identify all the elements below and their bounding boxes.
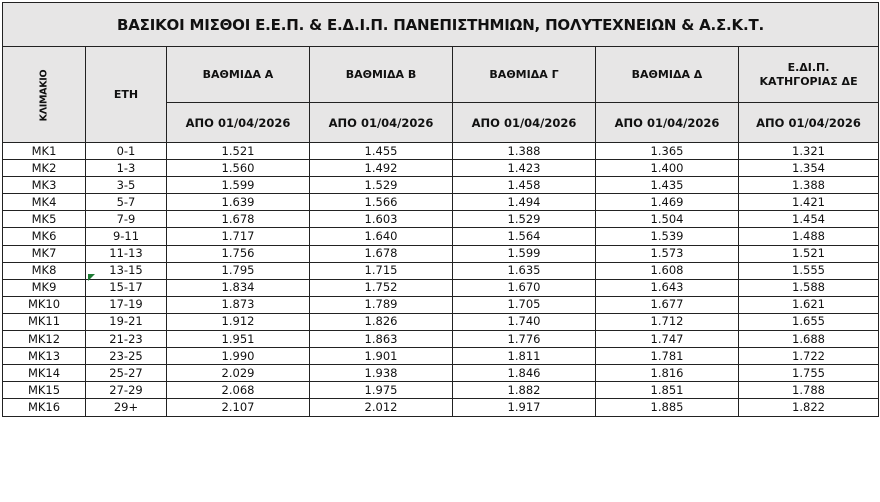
table-row — [3, 194, 879, 211]
cell-vathmida-d[interactable]: 1.781 — [596, 348, 739, 365]
header-vathmida-g[interactable]: ΒΑΘΜΙΔΑ Γ — [453, 47, 596, 103]
header-klimakio[interactable] — [3, 47, 86, 143]
header-date-de[interactable]: ΑΠΟ 01/04/2026 — [739, 103, 879, 143]
cell-edip-de[interactable]: 1.321 — [739, 143, 879, 160]
cell-vathmida-a[interactable]: 1.639 — [167, 194, 310, 211]
cell-edip-de[interactable]: 1.621 — [739, 296, 879, 313]
header-date-g[interactable]: ΑΠΟ 01/04/2026 — [453, 103, 596, 143]
table-row — [3, 296, 879, 313]
cell-klimakio[interactable]: ΜΚ12 — [3, 331, 86, 348]
cell-eti[interactable]: 1-3 — [86, 160, 167, 177]
cell-vathmida-d[interactable]: 1.504 — [596, 211, 739, 228]
cell-vathmida-b[interactable]: 1.789 — [310, 296, 453, 313]
header-klimakio-label: ΚΛΙΜΑΚΙΟ — [38, 69, 50, 122]
cell-klimakio[interactable]: ΜΚ13 — [3, 348, 86, 365]
cell-vathmida-b[interactable]: 1.492 — [310, 160, 453, 177]
header-eti[interactable]: ΕΤΗ — [86, 47, 167, 143]
table-row — [3, 245, 879, 262]
cell-eti[interactable]: 3-5 — [86, 177, 167, 194]
cell-vathmida-a[interactable]: 2.107 — [167, 399, 310, 416]
cell-klimakio[interactable]: ΜΚ10 — [3, 296, 86, 313]
header-vathmida-b[interactable]: ΒΑΘΜΙΔΑ Β — [310, 47, 453, 103]
cell-vathmida-a[interactable]: 1.560 — [167, 160, 310, 177]
cell-vathmida-a[interactable]: 1.521 — [167, 143, 310, 160]
cell-vathmida-b[interactable]: 1.863 — [310, 331, 453, 348]
cell-vathmida-g[interactable]: 1.564 — [453, 228, 596, 245]
cell-klimakio[interactable]: ΜΚ1 — [3, 143, 86, 160]
cell-vathmida-b[interactable]: 1.715 — [310, 262, 453, 279]
cell-klimakio[interactable]: ΜΚ15 — [3, 382, 86, 399]
cell-eti[interactable]: 29+ — [86, 399, 167, 416]
cell-vathmida-d[interactable]: 1.885 — [596, 399, 739, 416]
cell-vathmida-g[interactable]: 1.882 — [453, 382, 596, 399]
cell-vathmida-d[interactable]: 1.747 — [596, 331, 739, 348]
cell-eti[interactable]: 13-15 — [86, 262, 167, 279]
cell-vathmida-g[interactable]: 1.529 — [453, 211, 596, 228]
cell-vathmida-g[interactable]: 1.705 — [453, 296, 596, 313]
table-row — [3, 399, 879, 416]
cell-edip-de[interactable]: 1.588 — [739, 279, 879, 296]
table-body — [3, 143, 879, 417]
cell-vathmida-b[interactable]: 1.752 — [310, 279, 453, 296]
table-row — [3, 348, 879, 365]
cell-eti[interactable]: 5-7 — [86, 194, 167, 211]
cell-edip-de[interactable]: 1.421 — [739, 194, 879, 211]
cell-vathmida-d[interactable]: 1.435 — [596, 177, 739, 194]
cell-klimakio[interactable]: ΜΚ9 — [3, 279, 86, 296]
cell-eti[interactable]: 7-9 — [86, 211, 167, 228]
salary-sheet — [2, 2, 878, 498]
cell-vathmida-b[interactable]: 1.938 — [310, 365, 453, 382]
cell-vathmida-a[interactable]: 2.068 — [167, 382, 310, 399]
cell-vathmida-a[interactable]: 1.795 — [167, 262, 310, 279]
cell-vathmida-a[interactable]: 1.756 — [167, 245, 310, 262]
cell-eti[interactable]: 9-11 — [86, 228, 167, 245]
cell-edip-de[interactable]: 1.655 — [739, 313, 879, 330]
cell-edip-de[interactable]: 1.788 — [739, 382, 879, 399]
table-row — [3, 331, 879, 348]
header-date-a[interactable]: ΑΠΟ 01/04/2026 — [167, 103, 310, 143]
cell-edip-de[interactable]: 1.488 — [739, 228, 879, 245]
cell-klimakio[interactable]: ΜΚ2 — [3, 160, 86, 177]
cell-vathmida-d[interactable]: 1.816 — [596, 365, 739, 382]
cell-vathmida-a[interactable]: 1.599 — [167, 177, 310, 194]
cell-edip-de[interactable]: 1.688 — [739, 331, 879, 348]
table-row — [3, 228, 879, 245]
table-row — [3, 177, 879, 194]
table-row — [3, 211, 879, 228]
cell-eti[interactable]: 15-17 — [86, 279, 167, 296]
cell-vathmida-d[interactable]: 1.400 — [596, 160, 739, 177]
cell-edip-de[interactable]: 1.354 — [739, 160, 879, 177]
cell-eti[interactable]: 21-23 — [86, 331, 167, 348]
cell-eti[interactable]: 0-1 — [86, 143, 167, 160]
cell-eti[interactable]: 25-27 — [86, 365, 167, 382]
header-date-b[interactable]: ΑΠΟ 01/04/2026 — [310, 103, 453, 143]
cell-vathmida-a[interactable]: 1.990 — [167, 348, 310, 365]
cell-vathmida-a[interactable]: 2.029 — [167, 365, 310, 382]
cell-eti[interactable]: 17-19 — [86, 296, 167, 313]
cell-vathmida-d[interactable]: 1.677 — [596, 296, 739, 313]
cell-vathmida-b[interactable]: 1.455 — [310, 143, 453, 160]
cell-vathmida-g[interactable]: 1.423 — [453, 160, 596, 177]
cell-edip-de[interactable]: 1.822 — [739, 399, 879, 416]
cell-eti[interactable]: 23-25 — [86, 348, 167, 365]
table-row — [3, 262, 879, 279]
cell-vathmida-a[interactable]: 1.678 — [167, 211, 310, 228]
header-edip-line2: ΚΑΤΗΓΟΡΙΑΣ ΔΕ — [759, 74, 858, 88]
cell-vathmida-a[interactable]: 1.951 — [167, 331, 310, 348]
cell-vathmida-a[interactable]: 1.717 — [167, 228, 310, 245]
cell-vathmida-a[interactable]: 1.834 — [167, 279, 310, 296]
cell-vathmida-g[interactable]: 1.846 — [453, 365, 596, 382]
cell-vathmida-b[interactable]: 1.901 — [310, 348, 453, 365]
cell-edip-de[interactable]: 1.454 — [739, 211, 879, 228]
cell-vathmida-d[interactable]: 1.539 — [596, 228, 739, 245]
cell-vathmida-d[interactable]: 1.365 — [596, 143, 739, 160]
cell-vathmida-b[interactable]: 2.012 — [310, 399, 453, 416]
header-edip-de[interactable] — [739, 47, 879, 103]
header-vathmida-a[interactable]: ΒΑΘΜΙΔΑ Α — [167, 47, 310, 103]
header-edip-line1: Ε.ΔΙ.Π. — [787, 60, 830, 74]
table-row — [3, 279, 879, 296]
header-date-d[interactable]: ΑΠΟ 01/04/2026 — [596, 103, 739, 143]
cell-klimakio[interactable]: ΜΚ5 — [3, 211, 86, 228]
cell-vathmida-b[interactable]: 1.678 — [310, 245, 453, 262]
cell-vathmida-g[interactable]: 1.458 — [453, 177, 596, 194]
cell-vathmida-d[interactable]: 1.469 — [596, 194, 739, 211]
cell-vathmida-b[interactable]: 1.826 — [310, 313, 453, 330]
cell-klimakio[interactable]: ΜΚ14 — [3, 365, 86, 382]
cell-vathmida-d[interactable]: 1.608 — [596, 262, 739, 279]
cell-edip-de[interactable]: 1.755 — [739, 365, 879, 382]
header-vathmida-d[interactable]: ΒΑΘΜΙΔΑ Δ — [596, 47, 739, 103]
cell-vathmida-d[interactable]: 1.643 — [596, 279, 739, 296]
table-row — [3, 365, 879, 382]
cell-klimakio[interactable]: ΜΚ16 — [3, 399, 86, 416]
cell-vathmida-g[interactable]: 1.917 — [453, 399, 596, 416]
cell-edip-de[interactable]: 1.521 — [739, 245, 879, 262]
cell-vathmida-d[interactable]: 1.712 — [596, 313, 739, 330]
cell-vathmida-b[interactable]: 1.529 — [310, 177, 453, 194]
cell-eti[interactable]: 19-21 — [86, 313, 167, 330]
cell-klimakio[interactable]: ΜΚ4 — [3, 194, 86, 211]
table-row — [3, 160, 879, 177]
cell-vathmida-g[interactable]: 1.494 — [453, 194, 596, 211]
cell-klimakio[interactable]: ΜΚ8 — [3, 262, 86, 279]
cell-vathmida-b[interactable]: 1.603 — [310, 211, 453, 228]
cell-vathmida-b[interactable]: 1.566 — [310, 194, 453, 211]
cell-klimakio[interactable]: ΜΚ11 — [3, 313, 86, 330]
cell-klimakio[interactable]: ΜΚ6 — [3, 228, 86, 245]
cell-vathmida-a[interactable]: 1.912 — [167, 313, 310, 330]
cell-vathmida-b[interactable]: 1.975 — [310, 382, 453, 399]
cell-vathmida-b[interactable]: 1.640 — [310, 228, 453, 245]
table-title[interactable]: ΒΑΣΙΚΟΙ ΜΙΣΘΟΙ Ε.Ε.Π. & Ε.Δ.Ι.Π. ΠΑΝΕΠΙΣΤΗΜΙΩΝ, ΠΟΛΥΤΕΧΝΕΙΩΝ & Α.Σ.Κ.Τ. — [3, 3, 879, 47]
cell-klimakio[interactable]: ΜΚ7 — [3, 245, 86, 262]
cell-vathmida-g[interactable]: 1.776 — [453, 331, 596, 348]
table-row — [3, 143, 879, 160]
cell-edip-de[interactable]: 1.555 — [739, 262, 879, 279]
cell-eti[interactable]: 27-29 — [86, 382, 167, 399]
cell-vathmida-g[interactable]: 1.740 — [453, 313, 596, 330]
cell-vathmida-g[interactable]: 1.811 — [453, 348, 596, 365]
salary-table — [2, 2, 879, 417]
cell-vathmida-d[interactable]: 1.573 — [596, 245, 739, 262]
cell-vathmida-g[interactable]: 1.670 — [453, 279, 596, 296]
cell-eti[interactable]: 11-13 — [86, 245, 167, 262]
cell-comment-indicator — [88, 274, 95, 281]
cell-edip-de[interactable]: 1.722 — [739, 348, 879, 365]
cell-vathmida-g[interactable]: 1.635 — [453, 262, 596, 279]
cell-vathmida-g[interactable]: 1.388 — [453, 143, 596, 160]
cell-vathmida-d[interactable]: 1.851 — [596, 382, 739, 399]
table-row — [3, 313, 879, 330]
cell-vathmida-g[interactable]: 1.599 — [453, 245, 596, 262]
cell-edip-de[interactable]: 1.388 — [739, 177, 879, 194]
table-row — [3, 382, 879, 399]
cell-vathmida-a[interactable]: 1.873 — [167, 296, 310, 313]
cell-klimakio[interactable]: ΜΚ3 — [3, 177, 86, 194]
